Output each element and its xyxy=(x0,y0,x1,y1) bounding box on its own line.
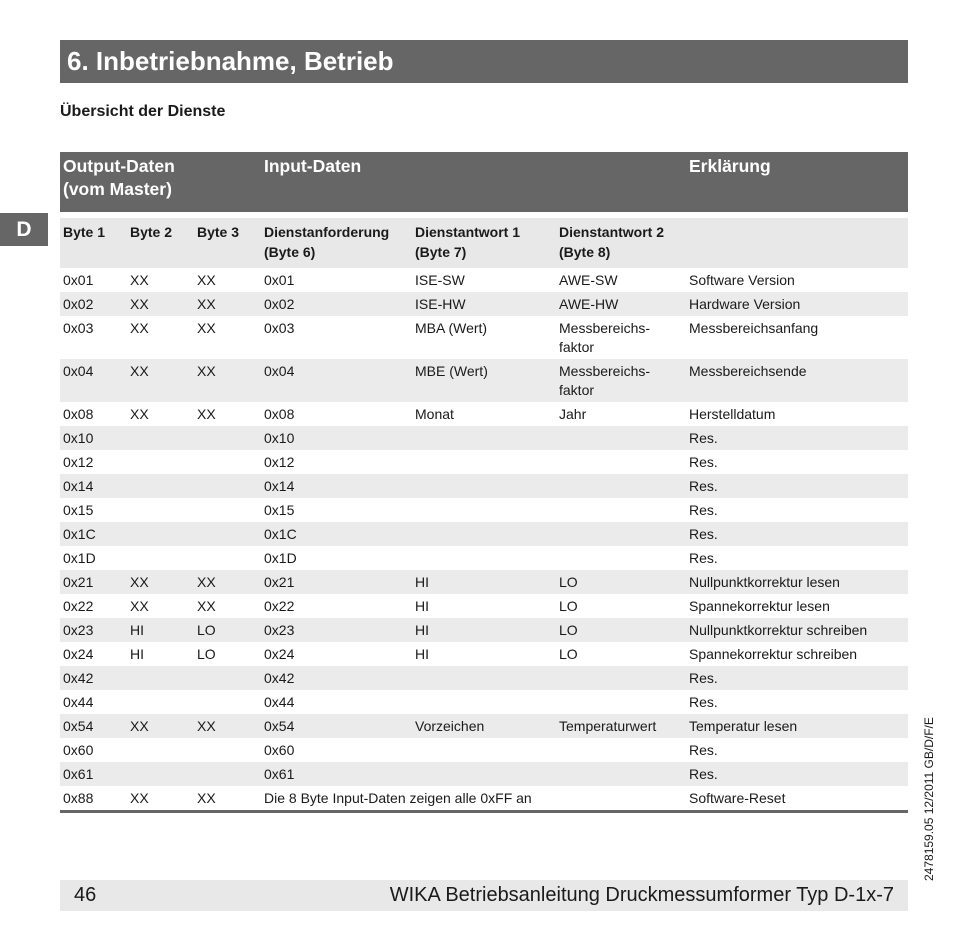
table-cell: 0x54 xyxy=(60,714,127,738)
table-cell: Messbereichsende xyxy=(686,359,908,402)
table-cell: 0x21 xyxy=(60,570,127,594)
table-cell xyxy=(556,666,686,690)
table-cell: 0x54 xyxy=(261,714,412,738)
table-cell: AWE-SW xyxy=(556,268,686,292)
table-row-reset xyxy=(60,786,908,810)
table-cell: 0x12 xyxy=(261,450,412,474)
table-cell: 0x88 xyxy=(60,786,127,810)
table-cell: Herstelldatum xyxy=(686,402,908,426)
table-cell: Hardware Version xyxy=(686,292,908,316)
table-cell: 0x10 xyxy=(60,426,127,450)
table-cell: 0x61 xyxy=(261,762,412,786)
document-code: 2478159.05 12/2011 GB/D/F/E xyxy=(922,717,936,881)
table-cell: 0x23 xyxy=(261,618,412,642)
table-cell: XX xyxy=(194,359,261,402)
table-cell: 0x22 xyxy=(261,594,412,618)
table-cell: XX xyxy=(194,714,261,738)
table-cell xyxy=(556,738,686,762)
table-row xyxy=(60,690,908,714)
table-cell: LO xyxy=(556,594,686,618)
table-cell xyxy=(127,522,194,546)
column-header: Byte 2 xyxy=(127,218,194,268)
table-cell: XX xyxy=(127,594,194,618)
table-cell: 0x60 xyxy=(261,738,412,762)
table-cell xyxy=(556,546,686,570)
table-cell: 0x23 xyxy=(60,618,127,642)
table-cell: Res. xyxy=(686,738,908,762)
table-cell xyxy=(194,762,261,786)
table-cell: HI xyxy=(412,618,556,642)
table-cell: ISE-HW xyxy=(412,292,556,316)
table-cell: Jahr xyxy=(556,402,686,426)
table-cell: 0x1C xyxy=(60,522,127,546)
table-bottom-rule xyxy=(60,810,908,813)
table-cell xyxy=(194,546,261,570)
table-cell: 0x14 xyxy=(261,474,412,498)
table-cell: Nullpunktkorrektur lesen xyxy=(686,570,908,594)
table-cell xyxy=(127,498,194,522)
table-row xyxy=(60,292,908,316)
column-header: Dienstanforderung (Byte 6) xyxy=(261,218,412,268)
table-cell: XX xyxy=(127,292,194,316)
table-body xyxy=(60,268,908,810)
table-cell: LO xyxy=(194,618,261,642)
table-cell xyxy=(556,450,686,474)
table-row xyxy=(60,450,908,474)
table-cell: Nullpunktkorrektur schreiben xyxy=(686,618,908,642)
table-cell: Res. xyxy=(686,666,908,690)
table-cell: XX xyxy=(194,402,261,426)
table-row xyxy=(60,474,908,498)
table-cell xyxy=(556,522,686,546)
table-row xyxy=(60,762,908,786)
table-cell: Spannekorrektur schreiben xyxy=(686,642,908,666)
table-cell: Res. xyxy=(686,690,908,714)
subheading: Übersicht der Dienste xyxy=(60,103,226,120)
table-row xyxy=(60,738,908,762)
table-cell xyxy=(412,762,556,786)
table-cell: XX xyxy=(127,786,194,810)
table-cell: XX xyxy=(194,268,261,292)
table-cell xyxy=(556,474,686,498)
table-cell: XX xyxy=(127,359,194,402)
table-cell: Res. xyxy=(686,498,908,522)
table-cell: 0x61 xyxy=(60,762,127,786)
table-cell: AWE-HW xyxy=(556,292,686,316)
table-cell xyxy=(556,690,686,714)
table-cell xyxy=(127,474,194,498)
table-row xyxy=(60,714,908,738)
services-table xyxy=(60,152,908,810)
group-header-explanation: Erklärung xyxy=(686,152,908,212)
table-cell xyxy=(412,690,556,714)
group-header-input: Input-Daten xyxy=(261,152,686,212)
table-cell xyxy=(194,450,261,474)
table-cell: Messbereichs- faktor xyxy=(556,316,686,359)
table-cell: MBE (Wert) xyxy=(412,359,556,402)
table-cell: 0x1D xyxy=(261,546,412,570)
table-cell: 0x01 xyxy=(261,268,412,292)
table-cell: HI xyxy=(127,618,194,642)
table-cell xyxy=(127,450,194,474)
table-row xyxy=(60,570,908,594)
table-cell xyxy=(194,738,261,762)
table-cell: Monat xyxy=(412,402,556,426)
table-cell: 0x24 xyxy=(261,642,412,666)
table-row xyxy=(60,594,908,618)
table-cell: LO xyxy=(556,642,686,666)
table-cell xyxy=(412,450,556,474)
table-cell xyxy=(194,498,261,522)
table-row xyxy=(60,522,908,546)
group-header-row xyxy=(60,152,908,212)
table-row xyxy=(60,402,908,426)
table-cell: 0x44 xyxy=(60,690,127,714)
table-cell: XX xyxy=(194,594,261,618)
table-cell: Die 8 Byte Input-Daten zeigen alle 0xFF an xyxy=(261,786,686,810)
table-row xyxy=(60,316,908,359)
table-cell: XX xyxy=(194,570,261,594)
table-cell: XX xyxy=(127,714,194,738)
table-row xyxy=(60,268,908,292)
table-cell: Software Version xyxy=(686,268,908,292)
table-cell xyxy=(412,666,556,690)
table-cell: XX xyxy=(194,316,261,359)
table-cell: Messbereichs- faktor xyxy=(556,359,686,402)
table-cell: 0x60 xyxy=(60,738,127,762)
table-cell: Messbereichsanfang xyxy=(686,316,908,359)
table-cell: MBA (Wert) xyxy=(412,316,556,359)
table-cell xyxy=(556,498,686,522)
table-cell: Res. xyxy=(686,522,908,546)
table-cell: 0x24 xyxy=(60,642,127,666)
table-cell: 0x03 xyxy=(60,316,127,359)
table-cell: 0x14 xyxy=(60,474,127,498)
page-number: 46 xyxy=(74,884,97,906)
table-cell: Vorzeichen xyxy=(412,714,556,738)
table-cell: Res. xyxy=(686,762,908,786)
table-cell: 0x44 xyxy=(261,690,412,714)
table-cell: 0x08 xyxy=(60,402,127,426)
table-cell xyxy=(412,522,556,546)
column-header-row xyxy=(60,218,908,268)
table-cell xyxy=(412,738,556,762)
footer-text: WIKA Betriebsanleitung Druckmessumformer Typ D-1x-7 xyxy=(389,884,894,906)
table-cell xyxy=(127,666,194,690)
table-cell: 0x10 xyxy=(261,426,412,450)
services-table-container xyxy=(60,152,908,813)
table-cell xyxy=(194,690,261,714)
table-row xyxy=(60,359,908,402)
table-cell: 0x04 xyxy=(60,359,127,402)
table-cell: 0x1C xyxy=(261,522,412,546)
table-cell: 0x08 xyxy=(261,402,412,426)
table-row xyxy=(60,426,908,450)
language-tab: D xyxy=(0,213,48,246)
table-cell xyxy=(194,474,261,498)
table-row xyxy=(60,546,908,570)
group-header-output: Output-Daten (vom Master) xyxy=(60,152,261,212)
table-cell xyxy=(127,690,194,714)
table-cell: 0x02 xyxy=(60,292,127,316)
table-cell: 0x42 xyxy=(60,666,127,690)
table-cell: 0x15 xyxy=(261,498,412,522)
table-cell: XX xyxy=(194,292,261,316)
table-cell: 0x42 xyxy=(261,666,412,690)
table-cell: 0x22 xyxy=(60,594,127,618)
column-header: Dienstantwort 2 (Byte 8) xyxy=(556,218,686,268)
table-cell: 0x12 xyxy=(60,450,127,474)
table-cell: XX xyxy=(127,570,194,594)
table-cell xyxy=(556,762,686,786)
table-cell xyxy=(127,738,194,762)
table-cell: ISE-SW xyxy=(412,268,556,292)
table-cell: 0x21 xyxy=(261,570,412,594)
table-cell: Spannekorrektur lesen xyxy=(686,594,908,618)
table-cell xyxy=(127,546,194,570)
table-cell: XX xyxy=(194,786,261,810)
table-row xyxy=(60,666,908,690)
table-cell: HI xyxy=(127,642,194,666)
table-cell: XX xyxy=(127,316,194,359)
table-row xyxy=(60,618,908,642)
table-row xyxy=(60,498,908,522)
table-cell: 0x01 xyxy=(60,268,127,292)
table-cell xyxy=(556,426,686,450)
table-cell: Res. xyxy=(686,546,908,570)
table-cell xyxy=(412,426,556,450)
table-cell: 0x15 xyxy=(60,498,127,522)
table-cell: HI xyxy=(412,642,556,666)
table-cell xyxy=(412,474,556,498)
table-cell: XX xyxy=(127,402,194,426)
table-cell: 0x03 xyxy=(261,316,412,359)
table-cell: LO xyxy=(556,570,686,594)
table-cell: Res. xyxy=(686,426,908,450)
table-cell xyxy=(194,426,261,450)
table-cell xyxy=(412,498,556,522)
table-cell: 0x04 xyxy=(261,359,412,402)
column-header: Byte 1 xyxy=(60,218,127,268)
table-cell xyxy=(412,546,556,570)
table-cell: HI xyxy=(412,570,556,594)
table-cell: XX xyxy=(127,268,194,292)
table-row xyxy=(60,642,908,666)
table-cell: Res. xyxy=(686,474,908,498)
column-header xyxy=(686,218,908,268)
table-cell xyxy=(194,666,261,690)
table-cell: 0x1D xyxy=(60,546,127,570)
table-cell: Software-Reset xyxy=(686,786,908,810)
column-header: Dienstantwort 1 (Byte 7) xyxy=(412,218,556,268)
footer xyxy=(60,880,908,911)
table-cell: Temperaturwert xyxy=(556,714,686,738)
table-cell xyxy=(127,762,194,786)
table-cell xyxy=(127,426,194,450)
table-cell: LO xyxy=(556,618,686,642)
table-cell: Temperatur lesen xyxy=(686,714,908,738)
table-cell: HI xyxy=(412,594,556,618)
table-cell: 0x02 xyxy=(261,292,412,316)
table-cell xyxy=(194,522,261,546)
table-cell: Res. xyxy=(686,450,908,474)
section-title: 6. Inbetriebnahme, Betrieb xyxy=(60,40,908,83)
column-header: Byte 3 xyxy=(194,218,261,268)
table-cell: LO xyxy=(194,642,261,666)
